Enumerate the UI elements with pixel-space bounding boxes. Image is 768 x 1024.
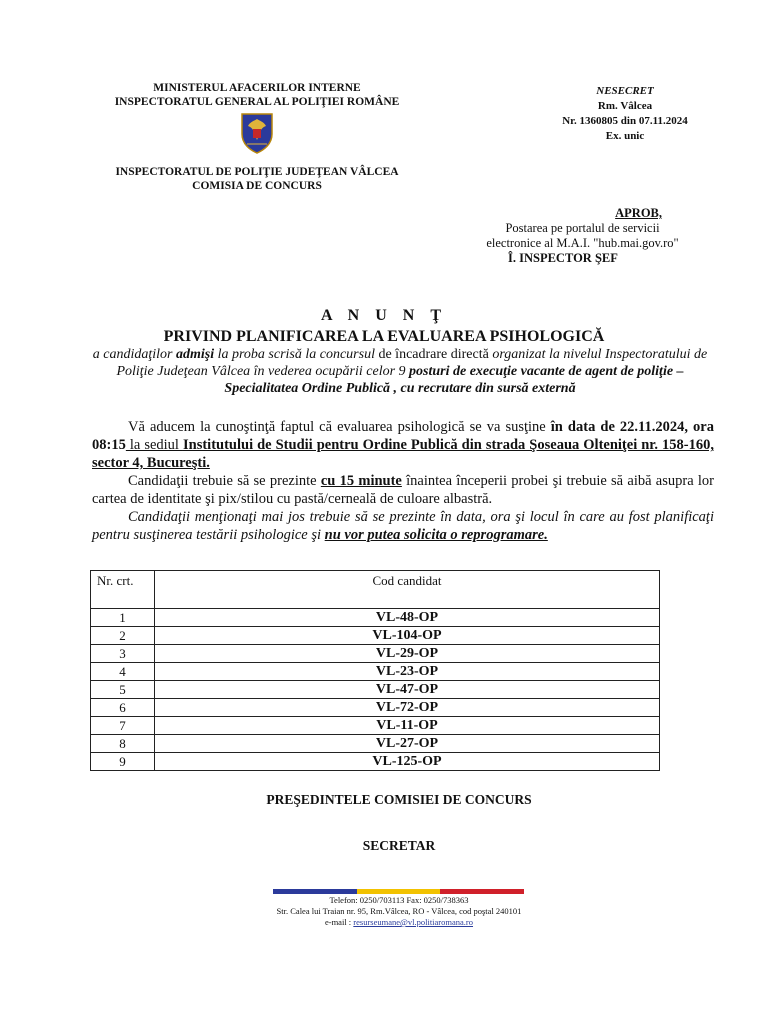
flag-stripe-segment — [357, 889, 441, 894]
table-header-row — [91, 571, 660, 609]
row-number: 9 — [91, 753, 155, 771]
candidate-code: VL-104-OP — [155, 627, 660, 645]
paragraph-text: la sediul — [125, 437, 183, 453]
body-paragraph-schedule — [92, 418, 714, 472]
approval-line-1: Postarea pe portalul de servicii — [505, 221, 660, 235]
arrival-time-before: cu 15 minute — [320, 473, 402, 489]
ministry-name: MINISTERUL AFACERILOR INTERNE — [153, 82, 361, 94]
email-link[interactable]: resurseumane@vl.politiaromana.ro — [353, 917, 474, 927]
flag-stripe — [273, 889, 524, 894]
candidates-table — [90, 570, 660, 771]
table-row — [91, 717, 660, 735]
table-row — [91, 663, 660, 681]
paragraph-text: Candidaţii menţionaţi mai jos trebuie să se prezinte în data, ora şi locul în care au fost planificaţi pentru susţinerea testării psihologice şi — [92, 509, 714, 543]
romanian-police-crest-icon — [238, 112, 276, 154]
table-row — [91, 609, 660, 627]
row-number: 3 — [91, 645, 155, 663]
announcement-body — [92, 418, 714, 544]
candidate-code: VL-125-OP — [155, 753, 660, 771]
candidate-code: VL-23-OP — [155, 663, 660, 681]
table-row — [91, 735, 660, 753]
paragraph-text: Vă aducem la cunoştinţă faptul că evaluarea psihologică se va susţine — [128, 419, 551, 435]
row-number: 6 — [91, 699, 155, 717]
document-registration — [560, 84, 690, 144]
approval-block — [460, 206, 705, 266]
table-row — [91, 645, 660, 663]
intro-positions: posturi de execuţie vacante de agent de poliţie – Specialitatea Ordine Publică , cu recrutare din sursă externă — [224, 364, 684, 396]
header-institution — [92, 81, 422, 109]
intro-text: la proba scrisă la concursul — [214, 347, 379, 362]
candidate-code: VL-72-OP — [155, 699, 660, 717]
commission-name: COMISIA DE CONCURS — [192, 180, 322, 192]
classification-level: NESECRET — [596, 85, 654, 97]
body-paragraph-no-reschedule — [92, 508, 714, 544]
announcement-title: A N U N Ţ — [320, 307, 447, 324]
intro-text: a candidaţilor — [92, 347, 176, 362]
row-number: 1 — [91, 609, 155, 627]
flag-stripe-segment — [440, 889, 524, 894]
body-paragraph-arrival — [92, 472, 714, 508]
footer-phone-fax: Telefon: 0250/703113 Fax: 0250/738363 — [329, 895, 469, 905]
email-label: e-mail : — [324, 917, 354, 927]
row-number: 7 — [91, 717, 155, 735]
footer-contact — [0, 895, 768, 928]
announcement-subtitle: PRIVIND PLANIFICAREA LA EVALUAREA PSIHOLOGICĂ — [163, 328, 605, 345]
registration-number: Nr. 1360805 din 07.11.2024 — [562, 115, 688, 127]
candidate-code: VL-27-OP — [155, 735, 660, 753]
row-number: 4 — [91, 663, 155, 681]
candidates-table-body — [91, 609, 660, 771]
no-reschedule-notice: nu vor putea solicita o reprogramare. — [324, 527, 548, 543]
registration-city: Rm. Vâlcea — [597, 100, 653, 112]
approval-signatory: Î. INSPECTOR ŞEF — [508, 251, 618, 265]
row-number: 2 — [91, 627, 155, 645]
commission-president: PREŞEDINTELE COMISIEI DE CONCURS — [266, 792, 532, 807]
intro-text: organizat la nivelul Inspectoratului de Poliţie Judeţean Vâlcea în vederea ocupării celor 9 — [116, 347, 708, 379]
column-header-number: Nr. crt. — [91, 571, 155, 609]
commission-secretary: SECRETAR — [362, 838, 436, 853]
candidate-code: VL-11-OP — [155, 717, 660, 735]
exam-location: Institutului de Studii pentru Ordine Publică din strada Şoseaua Olteniţei nr. 158-160, sector 4, Bucureşti. — [92, 437, 714, 471]
candidate-code: VL-47-OP — [155, 681, 660, 699]
table-row — [91, 681, 660, 699]
row-number: 5 — [91, 681, 155, 699]
header-county — [92, 165, 422, 193]
general-inspectorate-name: INSPECTORATUL GENERAL AL POLIŢIEI ROMÂNE — [114, 96, 400, 108]
paragraph-text: Candidaţii trebuie să se prezinte — [128, 473, 321, 489]
announcement-intro — [90, 346, 710, 397]
approval-title: APROB, — [615, 206, 662, 220]
candidate-code: VL-48-OP — [155, 609, 660, 627]
footer-email-line — [30, 917, 768, 928]
table-row — [91, 627, 660, 645]
flag-stripe-segment — [273, 889, 357, 894]
exam-date-time: în data de 22.11.2024, ora 08:15 — [92, 419, 714, 453]
copy-count: Ex. unic — [605, 130, 645, 142]
candidate-code: VL-29-OP — [155, 645, 660, 663]
table-row — [91, 753, 660, 771]
column-header-code: Cod candidat — [155, 571, 660, 609]
row-number: 8 — [91, 735, 155, 753]
county-inspectorate-name: INSPECTORATUL DE POLIŢIE JUDEŢEAN VÂLCEA — [115, 166, 399, 178]
footer-address: Str. Calea lui Traian nr. 95, Rm.Vâlcea, RO - Vâlcea, cod poştal 240101 — [276, 906, 522, 916]
paragraph-text: înaintea începerii probei şi trebuie să aibă asupra lor cartea de identitate şi pix/stilou cu pastă/cerneală de culoare albastră. — [92, 473, 715, 507]
table-row — [91, 699, 660, 717]
intro-direct-hire: de încadrare directă — [378, 347, 489, 362]
approval-line-2: electronice al M.A.I. "hub.mai.gov.ro" — [486, 236, 679, 250]
intro-admitted: admişi — [175, 347, 215, 362]
